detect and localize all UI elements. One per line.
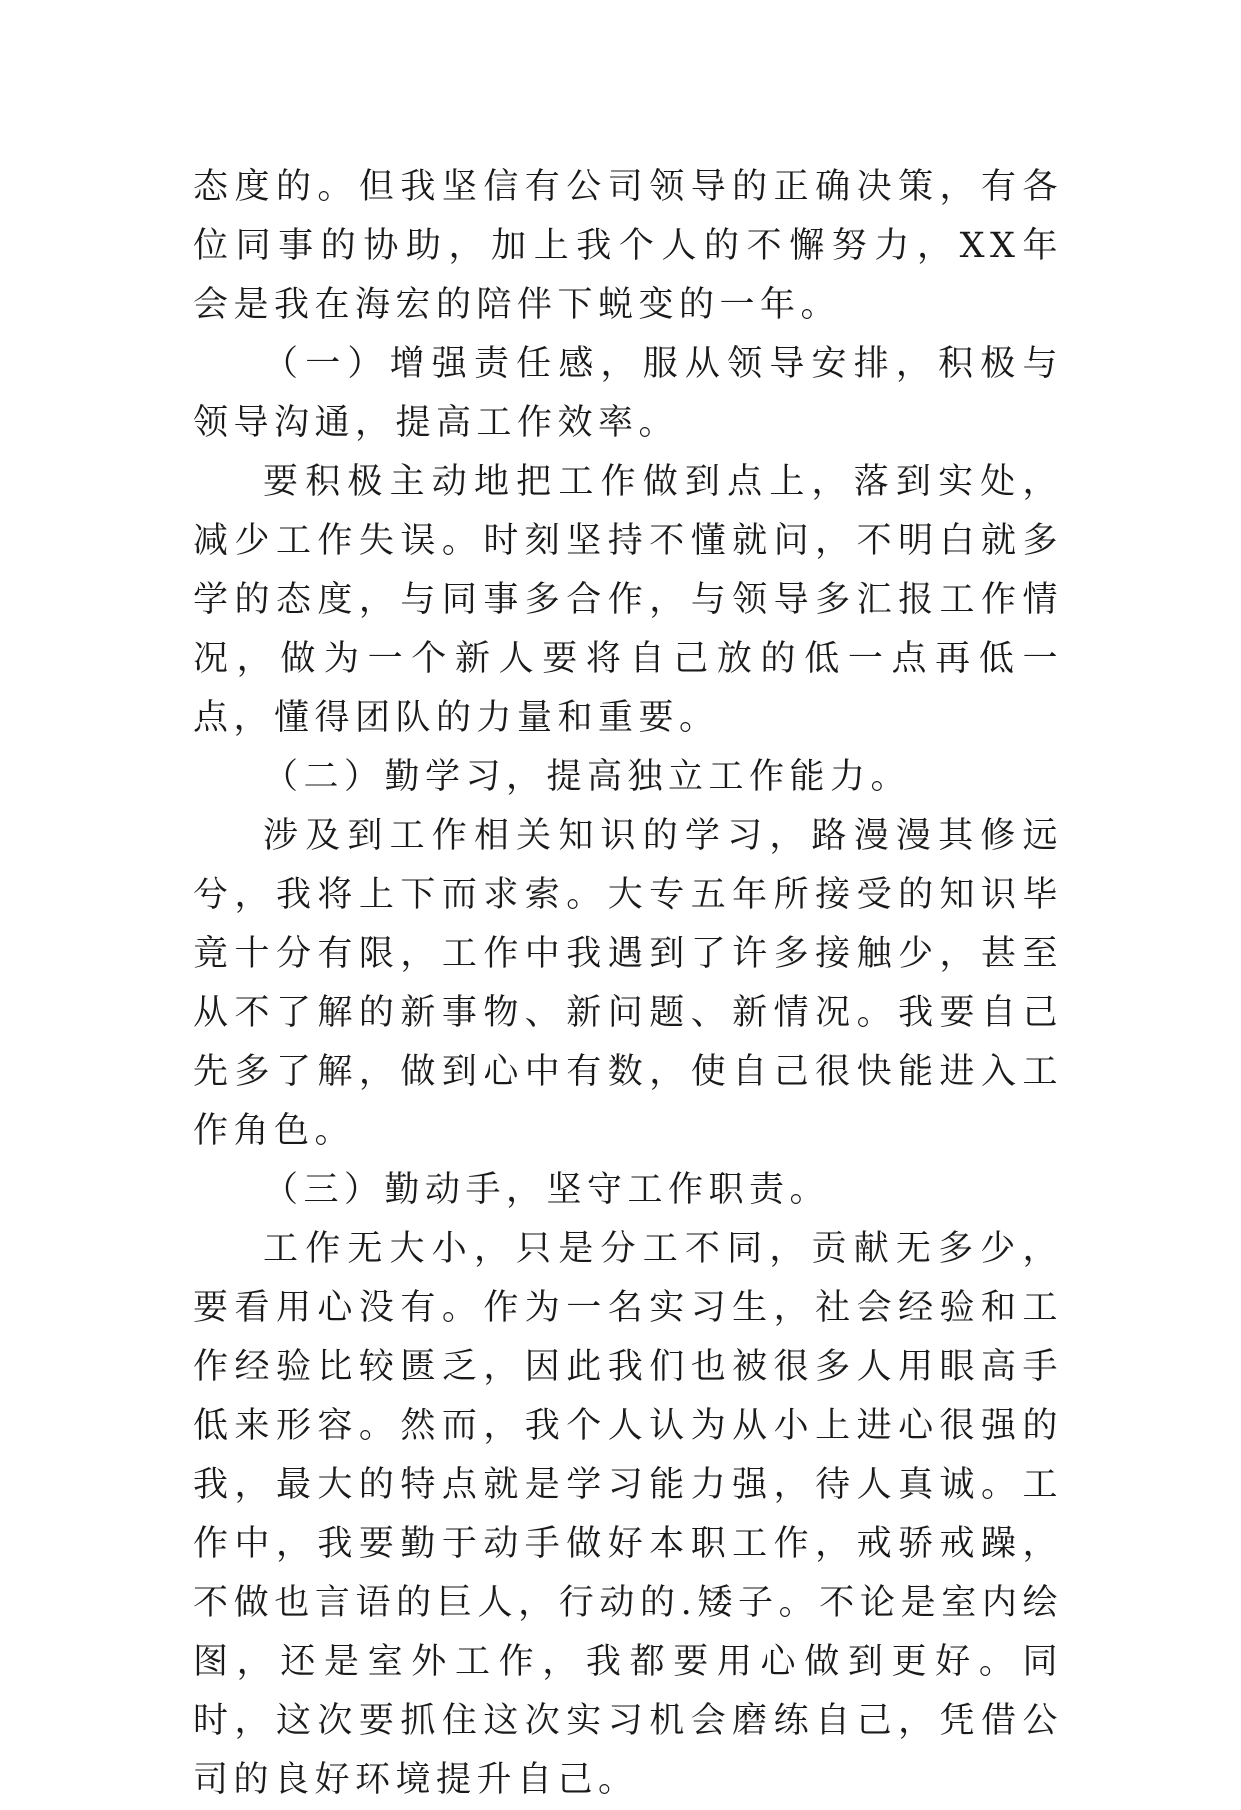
section-heading-1: （一）增强责任感，服从领导安排，积极与领导沟通，提高工作效率。 bbox=[193, 344, 1063, 443]
paragraph-continuation: 态度的。但我坚信有公司领导的正确决策，有各位同事的协助，加上我个人的不懈努力，XX年会是我在海宏的陪伴下蜕变的一年。 bbox=[193, 167, 1063, 325]
document-body bbox=[193, 158, 1063, 1810]
section-heading-2: （二）勤学习，提高独立工作能力。 bbox=[263, 757, 912, 797]
section-heading-3: （三）勤动手，坚守工作职责。 bbox=[263, 1170, 831, 1210]
paragraph-section-1: 要积极主动地把工作做到点上，落到实处，减少工作失误。时刻坚持不懂就问，不明白就多学的态度，与同事多合作，与领导多汇报工作情况，做为一个新人要将自己放的低一点再低一点，懂得团队的力量和重要。 bbox=[193, 462, 1063, 738]
paragraph-section-3: 工作无大小，只是分工不同，贡献无多少，要看用心没有。作为一名实习生，社会经验和工作经验比较匮乏，因此我们也被很多人用眼高手低来形容。然而，我个人认为从小上进心很强的我，最大的特点就是学习能力强，待人真诚。工作中，我要勤于动手做好本职工作，戒骄戒躁，不做也言语的巨人，行动的.矮子。不论是室内绘图，还是室外工作，我都要用心做到更好。同时，这次要抓住这次实习机会磨练自己，凭借公司的良好环境提升自己。 bbox=[193, 1229, 1063, 1800]
paragraph-section-2: 涉及到工作相关知识的学习，路漫漫其修远兮，我将上下而求索。大专五年所接受的知识毕竟十分有限，工作中我遇到了许多接触少，甚至从不了解的新事物、新问题、新情况。我要自己先多了解，做到心中有数，使自己很快能进入工作角色。 bbox=[193, 816, 1063, 1151]
